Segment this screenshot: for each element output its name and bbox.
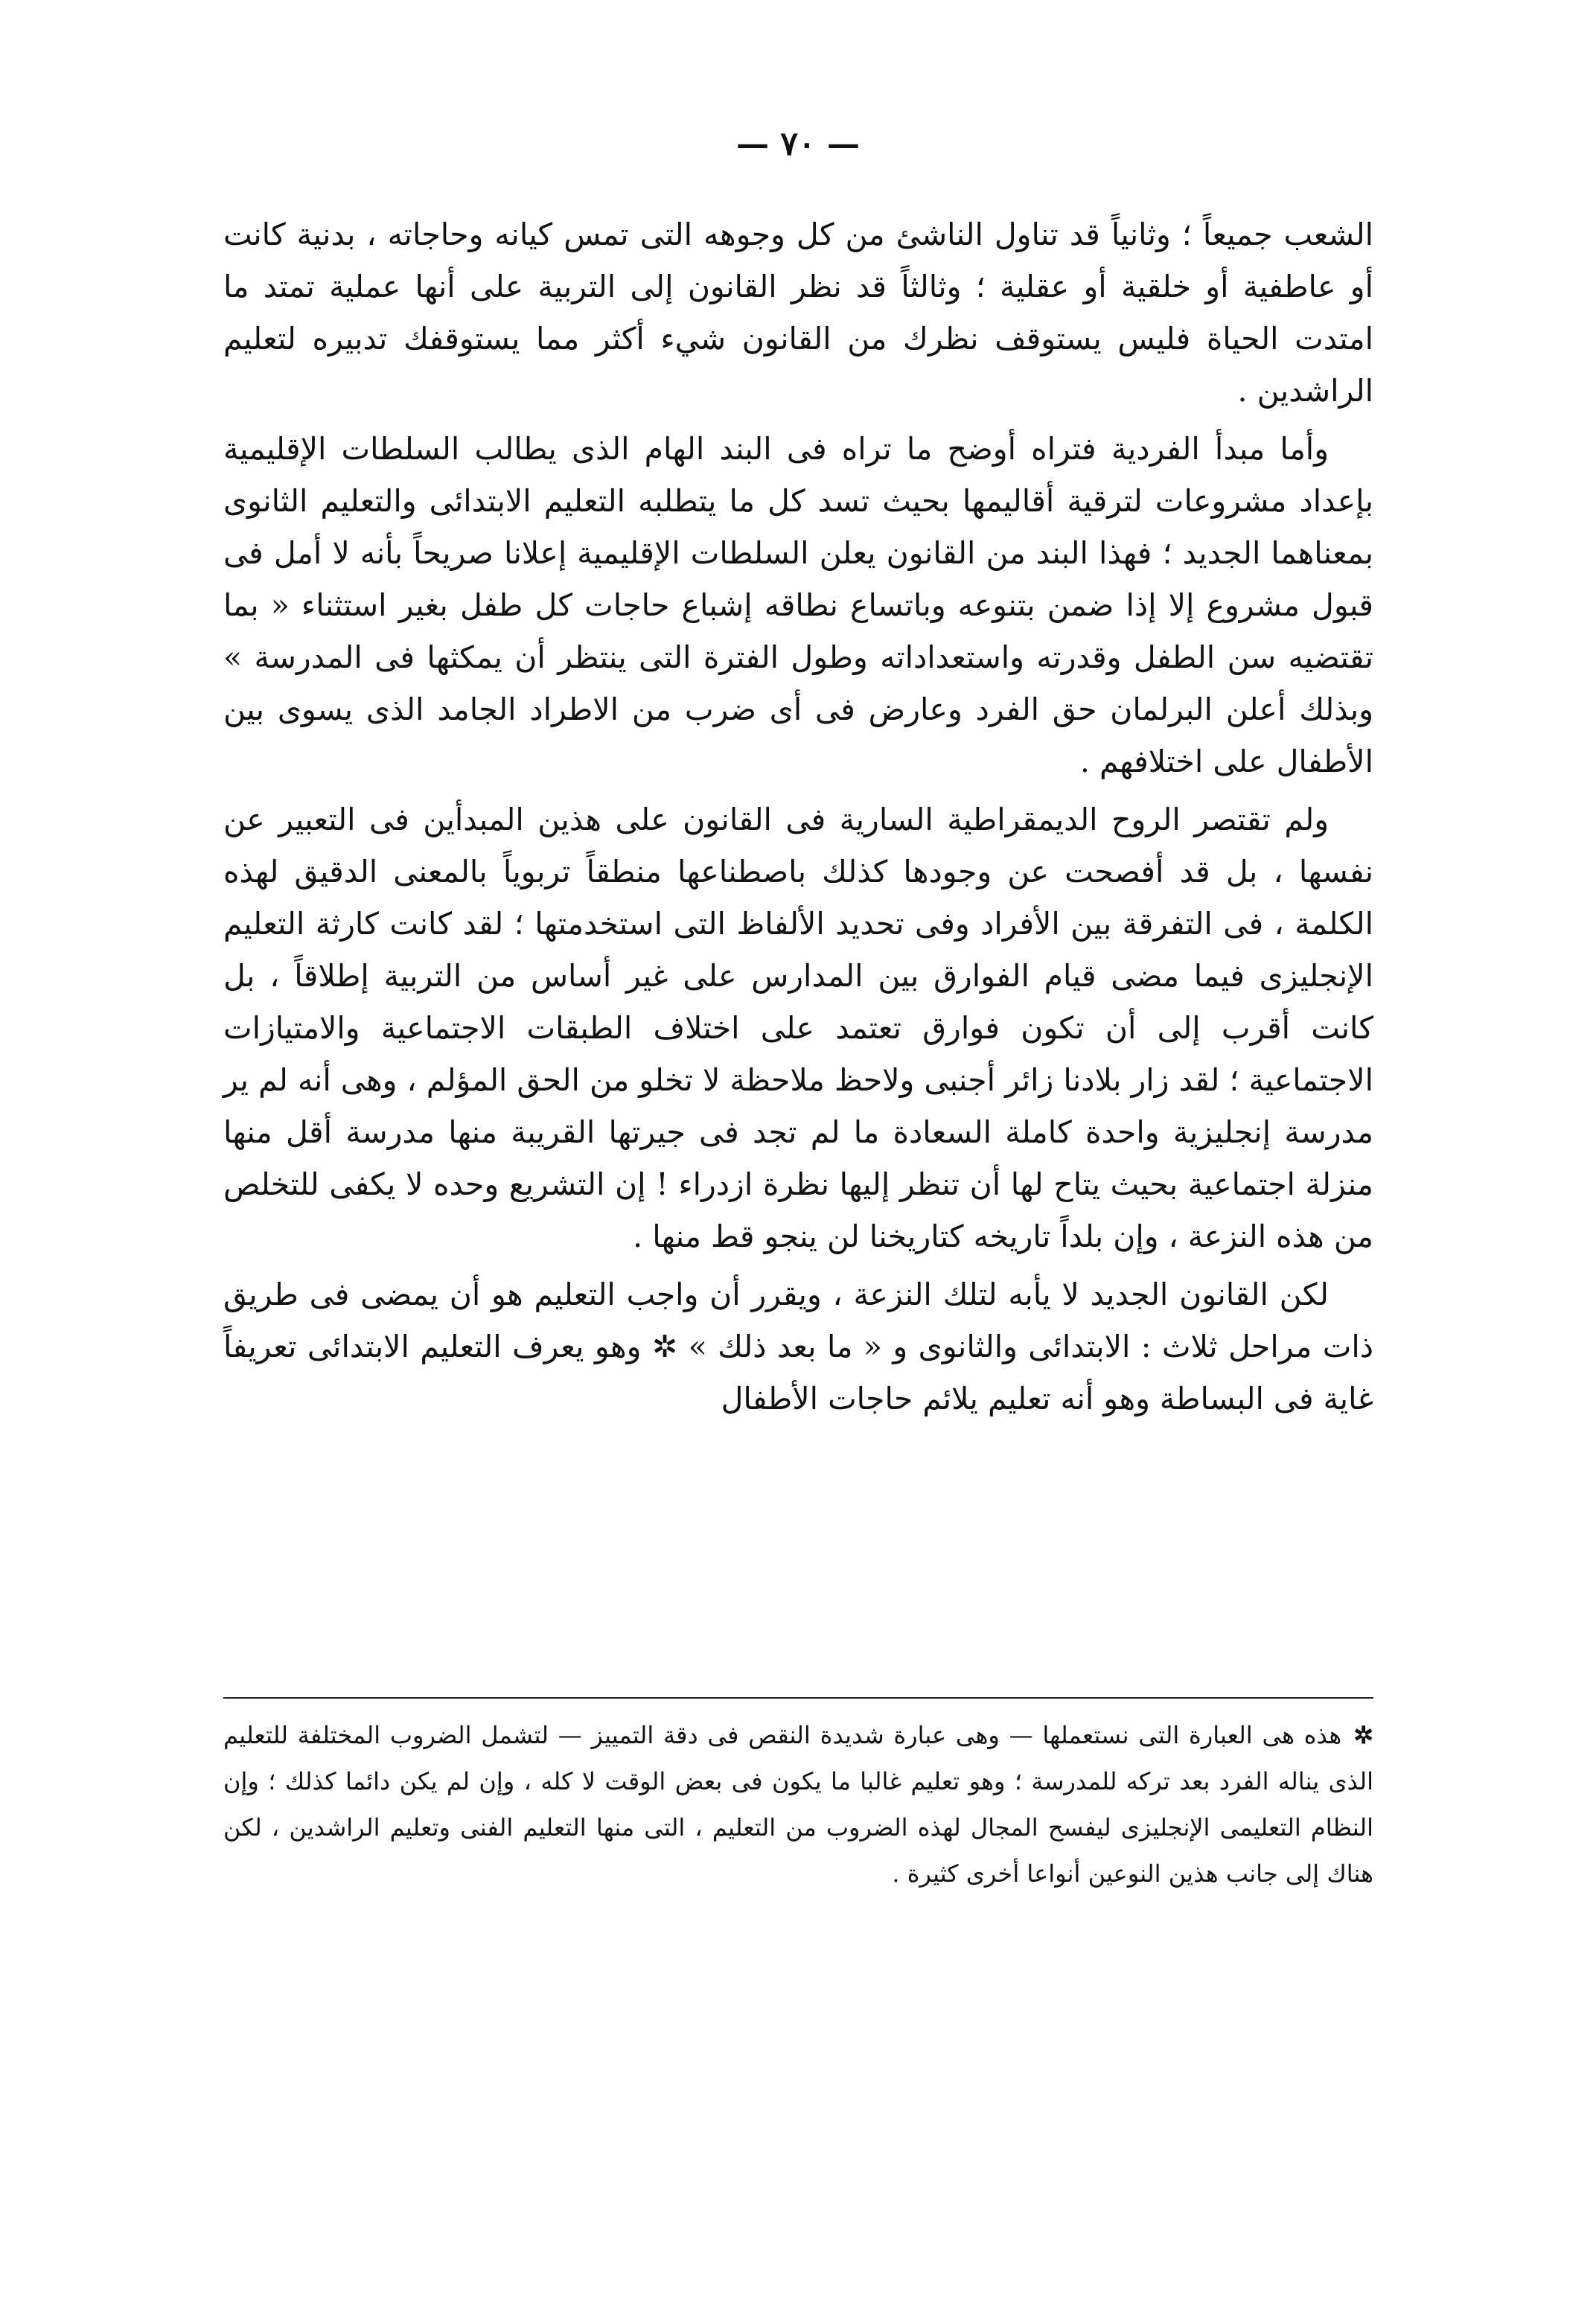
paragraph: الشعب جميعاً ؛ وثانياً قد تناول الناشئ من كل وجوهه التى تمس كيانه وحاجاته ، بدنية كانت أو عاطفية أو خلقية أو عقلية ؛ وثالثاً قد نظر القانون إلى التربية على أنها عملية تمتد ما امتدت الحياة فليس يستوقف نظرك من القانون شيء أكثر مما يستوقفك تدبيره لتعليم الراشدين . — [223, 217, 1373, 409]
footnote-block — [223, 1712, 1373, 1897]
footnote-text: هذه هى العبارة التى نستعملها — وهى عبارة شديدة النقص فى دقة التمييز — لتشمل الضروب المختلفة للتعليم الذى يناله الفرد بعد تركه للمدرسة ؛ وهو تعليم غالبا ما يكون فى بعض الوقت لا كله ، وإن لم يكن دائما كذلك ؛ وإن النظام التعليمى الإنجليزى ليفسح المجال لهذه الضروب من التعليم ، التى منها التعليم الفنى وتعليم الراشدين ، لكن هناك إلى جانب هذين النوعين أنواعا أخرى كثيرة . — [223, 1721, 1373, 1888]
paragraph: وأما مبدأ الفردية فتراه أوضح ما تراه فى البند الهام الذى يطالب السلطات الإقليمية بإعداد مشروعات لترقية أقاليمها بحيث تسد كل ما يتطلبه التعليم الابتدائى والتعليم الثانوى بمعناهما الجديد ؛ فهذا البند من القانون يعلن السلطات الإقليمية إعلانا صريحاً بأنه لا أمل فى قبول مشروع إلا إذا ضمن بتنوعه وباتساع نطاقه إشباع حاجات كل طفل بغير استثناء « بما تقتضيه سن الطفل وقدرته واستعداداته وطول الفترة التى ينتظر أن يمكثها فى المدرسة » وبذلك أعلن البرلمان حق الفرد وعارض فى أى ضرب من الاطراد الجامد الذى يسوى بين الأطفال على اختلافهم . — [223, 431, 1373, 779]
page-number: — ٧٠ — — [736, 125, 860, 163]
main-text-block — [223, 208, 1373, 1431]
footnote-marker: ✲ — [1353, 1721, 1373, 1749]
footnote — [223, 1712, 1373, 1897]
paragraph: لكن القانون الجديد لا يأبه لتلك النزعة ، ويقرر أن واجب التعليم هو أن يمضى فى طريق ذات مراحل ثلاث : الابتدائى والثانوى و « ما بعد ذلك » ✲ وهو يعرف التعليم الابتدائى تعريفاً غاية فى البساطة وهو أنه تعليم يلائم حاجات الأطفال — [223, 1277, 1373, 1417]
footnote-divider — [223, 1697, 1373, 1699]
paragraph: ولم تقتصر الروح الديمقراطية السارية فى القانون على هذين المبدأين فى التعبير عن نفسها ، بل قد أفصحت عن وجودها كذلك باصطناعها منطقاً تربوياً بالمعنى الدقيق لهذه الكلمة ، فى التفرقة بين الأفراد وفى تحديد الألفاظ التى استخدمتها ؛ لقد كانت كارثة التعليم الإنجليزى فيما مضى قيام الفوارق بين المدارس على غير أساس من التربية إطلاقاً ، بل كانت أقرب إلى أن تكون فوارق تعتمد على اختلاف الطبقات الاجتماعية والامتيازات الاجتماعية ؛ لقد زار بلادنا زائر أجنبى ولاحظ ملاحظة لا تخلو من الحق المؤلم ، وهى أنه لم ير مدرسة إنجليزية واحدة كاملة السعادة ما لم تجد فى جيرتها القريبة منها مدرسة أقل منها منزلة اجتماعية بحيث يتاح لها أن تنظر إليها نظرة ازدراء ! إن التشريع وحده لا يكفى للتخلص من هذه النزعة ، وإن بلداً تاريخه كتاريخنا لن ينجو قط منها . — [223, 802, 1373, 1254]
